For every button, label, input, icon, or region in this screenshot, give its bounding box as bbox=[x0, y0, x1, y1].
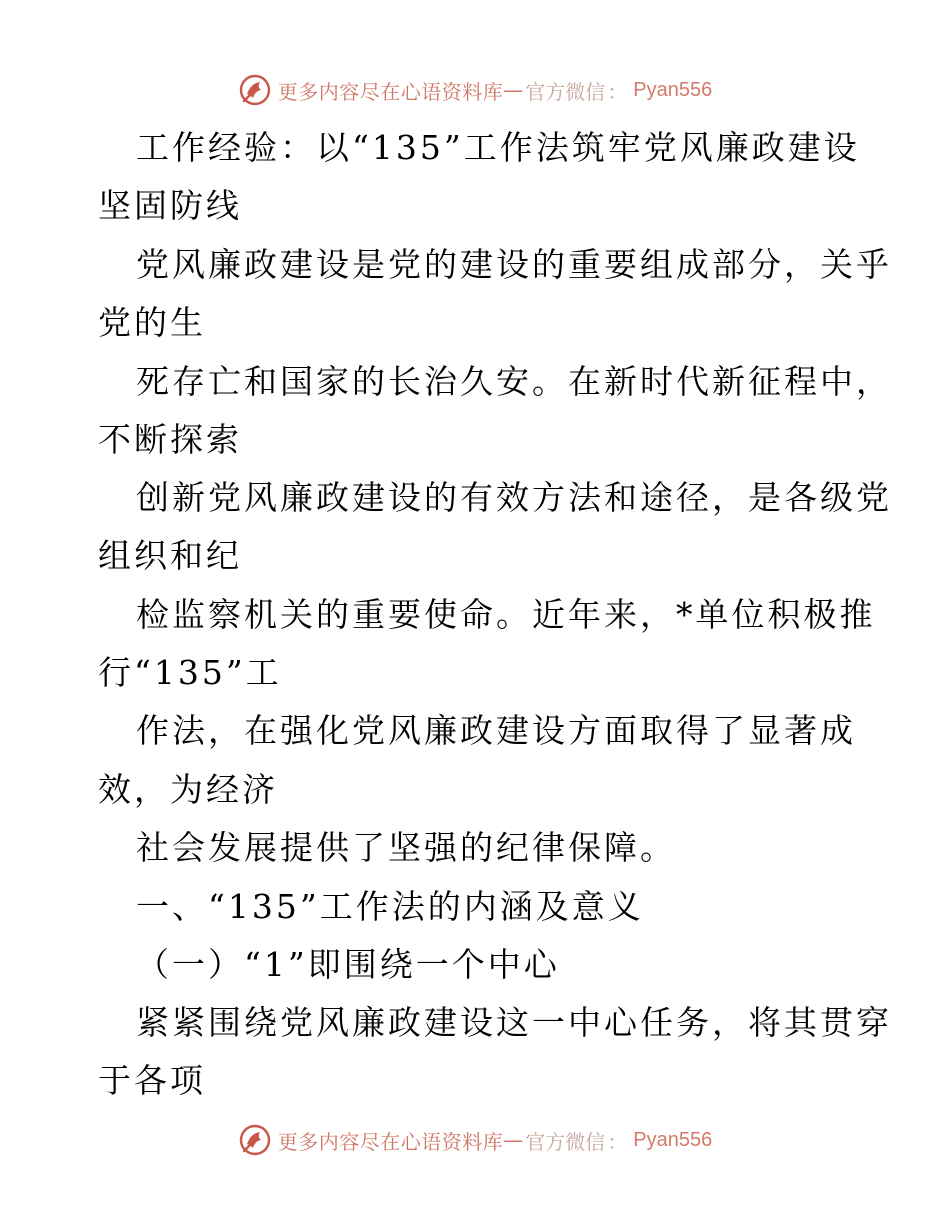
paragraph-line: 死存亡和国家的长治久安。在新时代新征程中， bbox=[136, 362, 892, 401]
paragraph-line: 党的生 bbox=[98, 303, 206, 342]
subsection-heading: （一）“1”即围绕一个中心 bbox=[136, 945, 560, 984]
paragraph-line: 紧紧围绕党风廉政建设这一中心任务，将其贯穿 bbox=[136, 1003, 892, 1042]
watermark-text: 更多内容尽在心语资料库 bbox=[277, 1129, 504, 1154]
paragraph-line: 检监察机关的重要使命。近年来，*单位积极推 bbox=[136, 595, 876, 634]
document-title-line: 坚固防线 bbox=[98, 186, 242, 225]
paragraph-line: 组织和纪 bbox=[98, 536, 242, 575]
section-heading: 一、“135”工作法的内涵及意义 bbox=[136, 887, 644, 926]
watermark-text: 更多内容尽在心语资料库 bbox=[277, 79, 504, 104]
paragraph-line: 作法，在强化党风廉政建设方面取得了显著成 bbox=[136, 711, 856, 750]
watermark-separator: — bbox=[503, 78, 524, 102]
watermark-label: 官方微信 bbox=[525, 79, 606, 104]
paragraph-line: 社会发展提供了坚强的纪律保障。 bbox=[136, 828, 676, 867]
paragraph-line: 创新党风廉政建设的有效方法和途径，是各级党 bbox=[136, 478, 892, 517]
paragraph-line: 行“135”工 bbox=[98, 653, 282, 692]
paragraph-line: 效，为经济 bbox=[98, 770, 278, 809]
brand-logo-icon bbox=[238, 1123, 272, 1157]
watermark-wechat-id: Pyan556 bbox=[633, 1128, 713, 1151]
document-title-line: 工作经验：以“135”工作法筑牢党风廉政建设 bbox=[136, 128, 860, 167]
watermark-banner-top bbox=[0, 70, 950, 110]
watermark-wechat-id: Pyan556 bbox=[633, 78, 713, 101]
brand-logo-icon bbox=[238, 73, 272, 107]
paragraph-line: 不断探索 bbox=[98, 420, 242, 459]
watermark-banner-bottom bbox=[0, 1120, 950, 1160]
watermark-colon: ： bbox=[607, 79, 628, 104]
watermark-separator: — bbox=[503, 1128, 524, 1152]
watermark-colon: ： bbox=[607, 1129, 628, 1154]
paragraph-line: 于各项 bbox=[98, 1061, 206, 1100]
watermark-label: 官方微信 bbox=[525, 1129, 606, 1154]
paragraph-line: 党风廉政建设是党的建设的重要组成部分，关乎 bbox=[136, 245, 892, 284]
